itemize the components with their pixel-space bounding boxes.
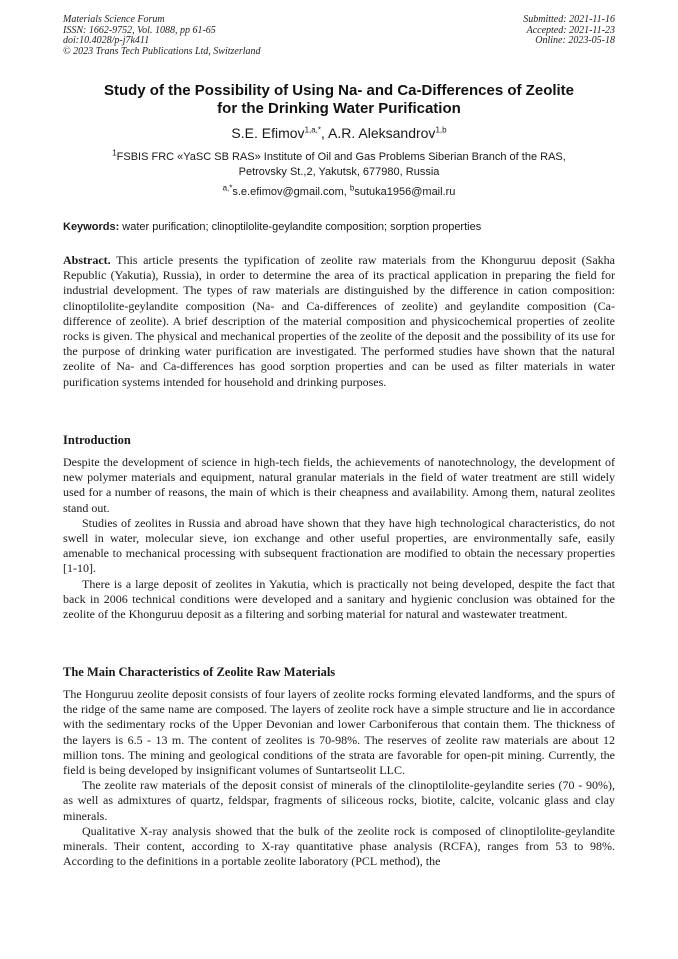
affiliation-line-2: Petrovsky St.,2, Yakutsk, 677980, Russia bbox=[238, 166, 440, 178]
main-paragraph: Qualitative X-ray analysis showed that the bulk of the zeolite rock is composed of clinoptilolite-geylandite minerals. Their content, according to X-ray quantitative phase analysis (RCFA), ranges from 53 to 98%. According to the definitions in a portable zeolite laboratory (PCL method), the bbox=[63, 823, 615, 869]
journal-doi[interactable]: doi:10.4028/p-j7k411 bbox=[63, 35, 150, 46]
journal-name: Materials Science Forum bbox=[63, 14, 165, 25]
abstract-text: This article presents the typification of zeolite raw materials from the Khonguruu deposit (Sakha Republic (Yakutia), Russia), in order to determine the area of its practical application in preparing the field for industrial development. The types of raw materials are distinguished by the difference in cation composition: clinoptilolite-geylandite composition (Na- and Ca-differences of zeolite) and geylandite composition (Ca-difference of zeolite). A brief description of the material composition and physicochemical properties of zeolite rocks is given. The physical and mechanical properties of the zeolite of the deposit and the possibility of its use for the purpose of drinking water purification are investigated. The performed studies have shown that the natural zeolite of Na- and Ca-differences has good sorption properties and can be used as filter materials in water purification systems intended for household and drinking purposes. bbox=[63, 253, 615, 389]
keywords bbox=[63, 220, 615, 234]
main-paragraph: The zeolite raw materials of the deposit consist of minerals of the clinoptilolite-geylandite series (70 - 90%), as well as admixtures of quartz, feldspar, fragments of siliceous rocks, biotite, calcite, volcanic glass and clay minerals. bbox=[63, 778, 615, 823]
email-a-marker: a,* bbox=[222, 183, 233, 193]
affiliation bbox=[63, 150, 615, 180]
paper-title bbox=[63, 82, 615, 118]
author-list bbox=[63, 125, 615, 141]
affiliation-line-1: FSBIS FRC «YaSC SB RAS» Institute of Oil and Gas Problems Siberian Branch of the RAS, bbox=[116, 151, 566, 163]
author-separator: , bbox=[321, 125, 329, 141]
keywords-label: Keywords: bbox=[63, 221, 120, 233]
journal-header bbox=[63, 15, 261, 57]
author-2-affil: 1,b bbox=[435, 125, 447, 135]
dates-header bbox=[523, 15, 615, 47]
online-date: Online: 2023-05-18 bbox=[535, 35, 615, 46]
abstract bbox=[63, 253, 615, 390]
affiliation-marker: 1 bbox=[112, 148, 117, 158]
introduction-heading: Introduction bbox=[63, 433, 131, 447]
submitted-date: Submitted: 2021-11-16 bbox=[523, 14, 615, 25]
accepted-date: Accepted: 2021-11-23 bbox=[526, 24, 615, 36]
intro-paragraph: There is a large deposit of zeolites in Yakutia, which is practically not being developed, despite the fact that back in 2006 technical conditions were developed and a sanitary and hygienic conclusion was obtained for the zeolite of the Khonguruu deposit as a filtering and sorbing material for natural and wastewater treatment. bbox=[63, 576, 615, 622]
main-paragraph: The Honguruu zeolite deposit consists of four layers of zeolite rocks forming elevated landforms, and the spurs of the ridge of the same name are composed. The layers of zeolite rock have a simple structure and lie in accordance with the sedimentary rocks of the Upper Devonian and lower Carboniferous that contain them. The thickness of the layers is 6.5 - 13 m. The content of zeolites is 70-98%. The reserves of zeolite raw materials are about 12 million tons. The mining and geological conditions of the strata are favorable for open-pit mining. Currently, the field is being developed by insignificant volumes of Suntartseolit LLC. bbox=[63, 687, 615, 778]
journal-issn: ISSN: 1662-9752, Vol. 1088, pp 61-65 bbox=[63, 24, 216, 36]
main-characteristics-body bbox=[63, 687, 615, 869]
email-b[interactable]: sutuka1956@mail.ru bbox=[354, 186, 456, 198]
abstract-label: Abstract. bbox=[63, 253, 111, 267]
title-line-1: Study of the Possibility of Using Na- and Ca-Differences of Zeolite bbox=[103, 82, 575, 99]
author-emails bbox=[63, 185, 615, 199]
email-b-marker: b bbox=[349, 183, 355, 193]
main-characteristics-heading: The Main Characteristics of Zeolite Raw Materials bbox=[63, 665, 336, 679]
introduction-body bbox=[63, 455, 615, 622]
intro-paragraph: Studies of zeolites in Russia and abroad have shown that they have high technological characteristics, do not swell in water, molecular sieve, ion exchange and other useful properties, are environmentally safe, easily amenable to mechanical processing with subsequent fractionation are modified to obtain the necessary properties [1-10]. bbox=[63, 515, 615, 576]
journal-copyright: © 2023 Trans Tech Publications Ltd, Switzerland bbox=[63, 45, 261, 57]
author-1: S.E. Efimov bbox=[231, 125, 305, 141]
keywords-text: water purification; clinoptilolite-geylandite composition; sorption properties bbox=[119, 221, 482, 233]
author-1-affil: 1,a,* bbox=[304, 125, 322, 135]
title-line-2: for the Drinking Water Purification bbox=[217, 100, 461, 117]
email-a[interactable]: s.e.efimov@gmail.com, bbox=[232, 186, 350, 198]
author-2: A.R. Aleksandrov bbox=[328, 125, 436, 141]
intro-paragraph: Despite the development of science in high-tech fields, the achievements of nanotechnology, the development of new polymer materials and equipment, natural granular materials in the field of water treatment are still widely used for a number of reasons, the main of which is their cheapness and availability. Among them, natural zeolites stand out. bbox=[63, 455, 615, 515]
